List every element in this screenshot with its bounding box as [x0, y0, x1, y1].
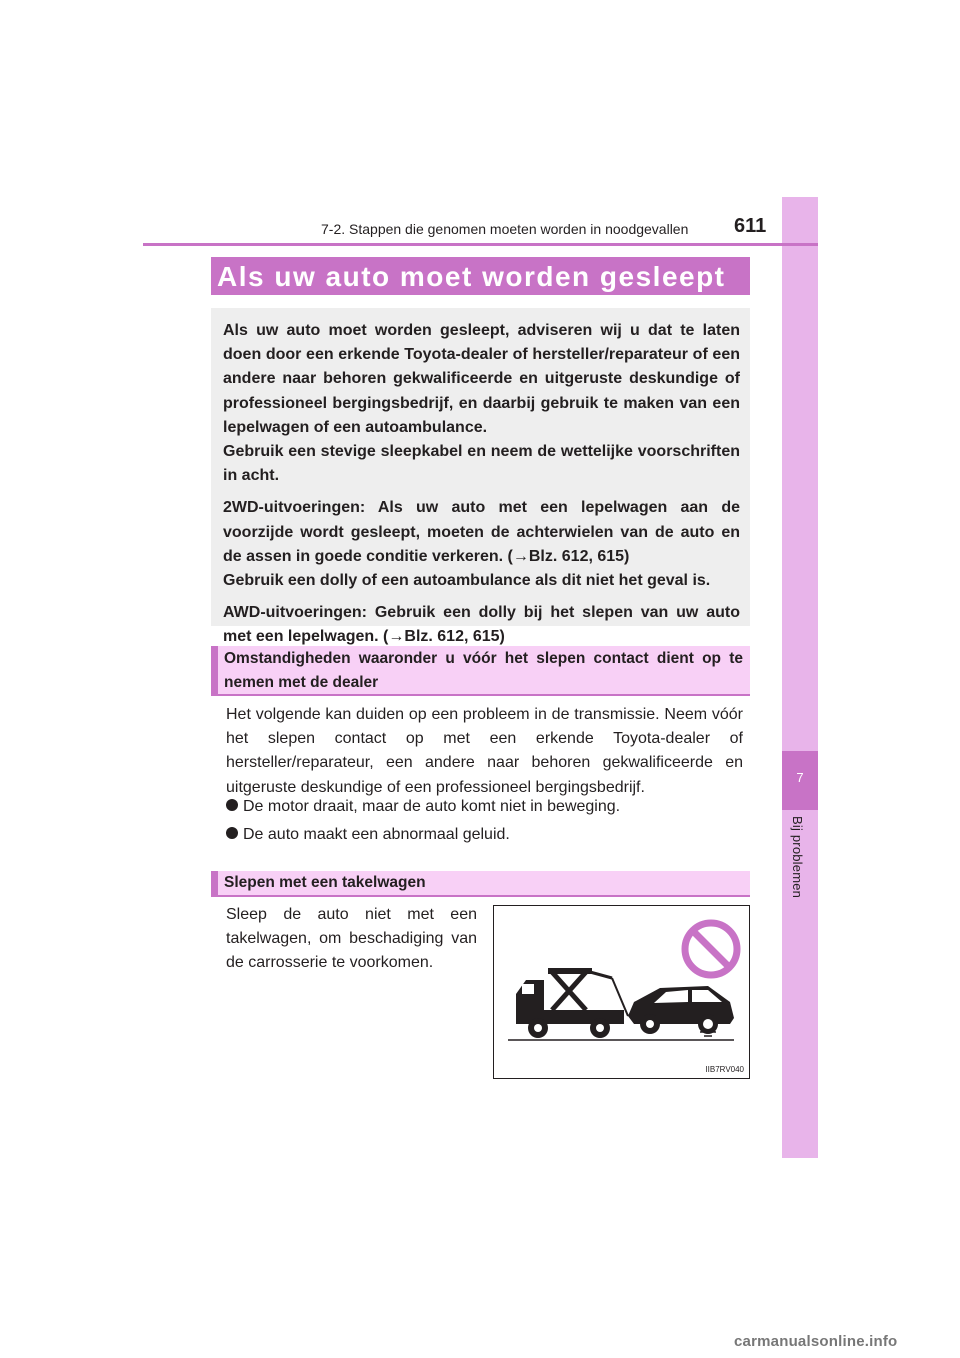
bullet-item [226, 826, 510, 844]
intro-paragraph: Als uw auto moet worden gesleept, adviseren wij u dat te laten doen door een erkende Toyota-dealer of hersteller/reparateur of een andere naar behoren gekwalificeerde en uitgeruste deskundige of professioneel bergingsbedrijf, en daarbij gebruik te maken van een lepelwagen of een autoambulance. [223, 322, 740, 436]
bullet-item [226, 798, 620, 816]
chapter-title: Bij problemen [790, 816, 805, 899]
section1-text: Het volgende kan duiden op een probleem in de transmissie. Neem vóór het slepen contact op met een erkende Toyota-dealer of hersteller/reparateur, een andere naar behoren gekwalificeerde en uitgeruste deskundige of een professioneel bergingsbedrijf. [226, 706, 743, 796]
watermark: carmanualsonline.info [734, 1333, 898, 1350]
bullet-text: De auto maakt een abnormaal geluid. [243, 826, 510, 843]
intro-paragraph: 2WD-uitvoeringen: Als uw auto met een lepelwagen aan de voorzijde wordt gesleept, moeten de achterwielen van de auto en de assen in goede conditie verkeren. (→Blz. 612, 615) [223, 499, 740, 565]
section-breadcrumb: 7-2. Stappen die genomen moeten worden in noodgevallen [321, 221, 689, 237]
page-number: 611 [734, 215, 767, 237]
section2-text: Sleep de auto niet met een takelwagen, om beschadiging van de carrosserie te voorkomen. [226, 906, 477, 972]
tow-truck-prohibited-icon [494, 906, 749, 1078]
bullet-dot [226, 827, 238, 839]
subheading-tow-truck [211, 871, 750, 897]
chapter-number: 7 [796, 770, 804, 785]
intro-paragraph: AWD-uitvoeringen: Gebruik een dolly bij het slepen van uw auto met een lepelwagen. (→Blz. 612, 615) [223, 604, 740, 646]
subheading-dealer-contact [211, 646, 750, 696]
bullet-text: De motor draait, maar de auto komt niet in beweging. [243, 798, 621, 815]
subheading-text: Slepen met een takelwagen [224, 874, 426, 891]
tow-truck-illustration [493, 905, 750, 1079]
page-title: Als uw auto moet worden gesleept [217, 261, 726, 292]
illustration-code: IIB7RV040 [705, 1065, 744, 1074]
chapter-tab [782, 197, 818, 1158]
bullet-dot [226, 799, 238, 811]
intro-text [223, 319, 740, 650]
header-divider [143, 243, 818, 246]
subheading-text: Omstandigheden waaronder u vóór het slepen contact dient op te nemen met de dealer [224, 650, 743, 691]
intro-paragraph: Gebruik een stevige sleepkabel en neem de wettelijke voorschriften in acht. [223, 443, 740, 485]
title-banner [211, 257, 750, 295]
intro-paragraph: Gebruik een dolly of een autoambulance als dit niet het geval is. [223, 572, 711, 590]
